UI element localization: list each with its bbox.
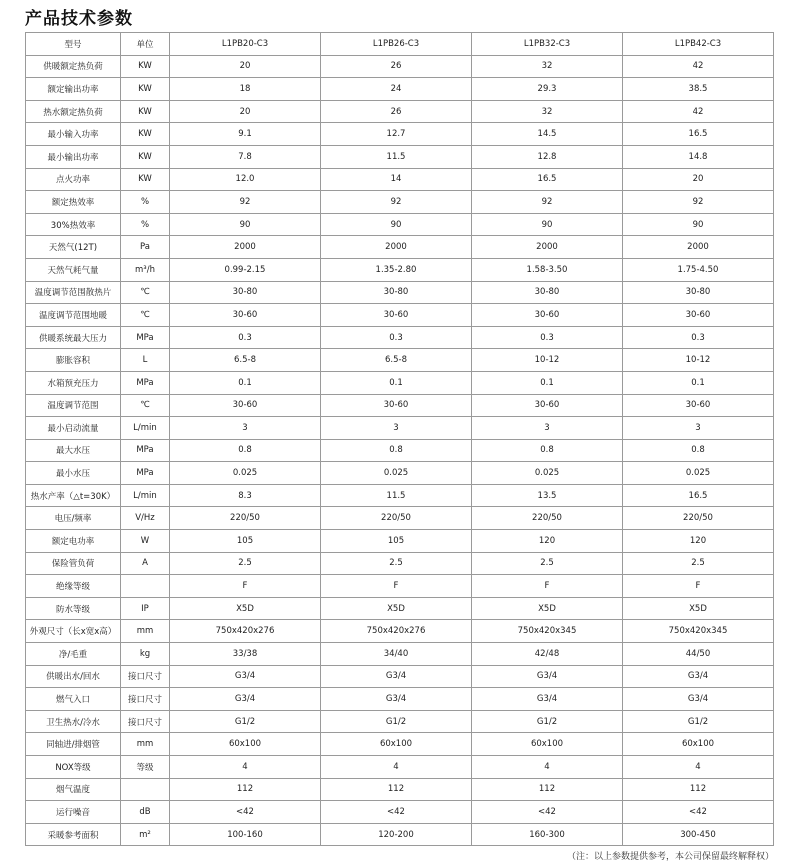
model-3-cell: X5D [472, 597, 623, 620]
model-2-cell: 2000 [321, 236, 472, 259]
table-row [26, 665, 774, 688]
table-row [26, 281, 774, 304]
model-3-cell: 16.5 [472, 168, 623, 191]
model-1-cell: 6.5-8 [170, 349, 321, 372]
model-3-cell: 90 [472, 213, 623, 236]
model-1-cell: 0.8 [170, 439, 321, 462]
param-name-cell: 天然气(12T) [26, 236, 121, 259]
table-row [26, 168, 774, 191]
table-row [26, 100, 774, 123]
unit-cell: L/min [121, 484, 170, 507]
spec-table [25, 32, 774, 846]
model-2-cell: 2.5 [321, 552, 472, 575]
model-1-cell: G3/4 [170, 665, 321, 688]
unit-cell: 接口尺寸 [121, 710, 170, 733]
model-1-cell: 30-80 [170, 281, 321, 304]
model-3-cell: 12.8 [472, 145, 623, 168]
model-3-cell: 0.3 [472, 326, 623, 349]
unit-cell: A [121, 552, 170, 575]
model-2-cell: 11.5 [321, 145, 472, 168]
model-4-cell: 2.5 [623, 552, 774, 575]
table-row [26, 145, 774, 168]
param-name-cell: 额定输出功率 [26, 78, 121, 101]
model-4-cell: 2000 [623, 236, 774, 259]
unit-cell: MPa [121, 439, 170, 462]
model-1-cell: 220/50 [170, 507, 321, 530]
unit-cell: KW [121, 55, 170, 78]
model-2-cell: 30-80 [321, 281, 472, 304]
unit-cell: mm [121, 620, 170, 643]
model-2-cell: 750x420x276 [321, 620, 472, 643]
model-1-cell: 18 [170, 78, 321, 101]
unit-cell: dB [121, 801, 170, 824]
model-4-cell: <42 [623, 801, 774, 824]
footnote: （注：以上参数提供参考，本公司保留最终解释权） [566, 852, 774, 862]
model-4-cell: 14.8 [623, 145, 774, 168]
model-1-cell: 100-160 [170, 823, 321, 846]
table-row [26, 688, 774, 711]
table-row [26, 597, 774, 620]
param-name-cell: 净/毛重 [26, 643, 121, 666]
table-row [26, 417, 774, 440]
unit-cell: MPa [121, 462, 170, 485]
model-3-cell: 29.3 [472, 78, 623, 101]
model-3-cell: G3/4 [472, 688, 623, 711]
unit-cell: L [121, 349, 170, 372]
unit-cell: m³/h [121, 258, 170, 281]
model-4-cell: 0.8 [623, 439, 774, 462]
model-1-cell: G3/4 [170, 688, 321, 711]
model-1-cell: 750x420x276 [170, 620, 321, 643]
param-name-cell: 水箱预充压力 [26, 371, 121, 394]
model-4-cell: 44/50 [623, 643, 774, 666]
model-2-cell: 6.5-8 [321, 349, 472, 372]
model-1-cell: 12.0 [170, 168, 321, 191]
table-row [26, 552, 774, 575]
unit-cell: 接口尺寸 [121, 665, 170, 688]
table-row [26, 236, 774, 259]
model-4-cell: 1.75-4.50 [623, 258, 774, 281]
param-name-cell: 天然气耗气量 [26, 258, 121, 281]
param-name-cell: 燃气入口 [26, 688, 121, 711]
table-row [26, 484, 774, 507]
model-4-cell: F [623, 575, 774, 598]
unit-cell: Pa [121, 236, 170, 259]
table-row [26, 756, 774, 779]
unit-cell: KW [121, 145, 170, 168]
model-2-cell: 26 [321, 55, 472, 78]
model-4-cell: 60x100 [623, 733, 774, 756]
unit-cell: mm [121, 733, 170, 756]
model-4-cell: 112 [623, 778, 774, 801]
model-3-cell: 1.58-3.50 [472, 258, 623, 281]
param-name-cell: 防水等级 [26, 597, 121, 620]
table-row [26, 213, 774, 236]
table-row [26, 394, 774, 417]
model-1-cell: <42 [170, 801, 321, 824]
param-name-cell: 点火功率 [26, 168, 121, 191]
model-2-cell: 90 [321, 213, 472, 236]
model-1-cell: 92 [170, 191, 321, 214]
model-1-cell: 8.3 [170, 484, 321, 507]
model-1-cell: 33/38 [170, 643, 321, 666]
param-name-cell: 外观尺寸（长x宽x高） [26, 620, 121, 643]
model-2-cell: 11.5 [321, 484, 472, 507]
model-2-cell: 12.7 [321, 123, 472, 146]
header-model-3-cell: L1PB32-C3 [472, 33, 623, 56]
table-row [26, 733, 774, 756]
model-1-cell: X5D [170, 597, 321, 620]
model-3-cell: 120 [472, 530, 623, 553]
model-1-cell: 0.3 [170, 326, 321, 349]
table-row [26, 507, 774, 530]
model-3-cell: 160-300 [472, 823, 623, 846]
model-4-cell: 0.1 [623, 371, 774, 394]
model-1-cell: 3 [170, 417, 321, 440]
model-3-cell: 42/48 [472, 643, 623, 666]
unit-cell: L/min [121, 417, 170, 440]
param-name-cell: 烟气温度 [26, 778, 121, 801]
model-3-cell: 30-80 [472, 281, 623, 304]
model-1-cell: 105 [170, 530, 321, 553]
model-1-cell: 30-60 [170, 394, 321, 417]
param-name-cell: 同轴进/排烟管 [26, 733, 121, 756]
model-1-cell: 60x100 [170, 733, 321, 756]
param-name-cell: 温度调节范围 [26, 394, 121, 417]
model-3-cell: F [472, 575, 623, 598]
model-3-cell: 30-60 [472, 304, 623, 327]
param-name-cell: 额定热效率 [26, 191, 121, 214]
unit-cell: kg [121, 643, 170, 666]
model-3-cell: 32 [472, 55, 623, 78]
table-row [26, 304, 774, 327]
model-1-cell: G1/2 [170, 710, 321, 733]
table-row [26, 620, 774, 643]
model-3-cell: 3 [472, 417, 623, 440]
model-1-cell: 2000 [170, 236, 321, 259]
model-4-cell: 300-450 [623, 823, 774, 846]
model-2-cell: 60x100 [321, 733, 472, 756]
param-name-cell: 电压/频率 [26, 507, 121, 530]
unit-cell: 等级 [121, 756, 170, 779]
table-row [26, 530, 774, 553]
model-3-cell: 750x420x345 [472, 620, 623, 643]
param-name-cell: 温度调节范围散热片 [26, 281, 121, 304]
param-name-cell: 最小输出功率 [26, 145, 121, 168]
model-3-cell: 2.5 [472, 552, 623, 575]
model-1-cell: 90 [170, 213, 321, 236]
model-2-cell: G1/2 [321, 710, 472, 733]
model-2-cell: 0.1 [321, 371, 472, 394]
unit-cell [121, 778, 170, 801]
model-3-cell: 32 [472, 100, 623, 123]
model-1-cell: 112 [170, 778, 321, 801]
param-name-cell: 绝缘等级 [26, 575, 121, 598]
model-2-cell: 4 [321, 756, 472, 779]
table-row [26, 191, 774, 214]
unit-cell: % [121, 213, 170, 236]
model-2-cell: 0.8 [321, 439, 472, 462]
model-2-cell: 24 [321, 78, 472, 101]
param-name-cell: 热水额定热负荷 [26, 100, 121, 123]
param-name-cell: 膨胀容积 [26, 349, 121, 372]
model-1-cell: 20 [170, 100, 321, 123]
param-name-cell: 30%热效率 [26, 213, 121, 236]
model-3-cell: 4 [472, 756, 623, 779]
model-3-cell: <42 [472, 801, 623, 824]
model-4-cell: 0.3 [623, 326, 774, 349]
model-3-cell: 0.1 [472, 371, 623, 394]
header-unit-cell: 单位 [121, 33, 170, 56]
model-2-cell: 30-60 [321, 304, 472, 327]
param-name-cell: 最小输入功率 [26, 123, 121, 146]
model-2-cell: 30-60 [321, 394, 472, 417]
header-model-2-cell: L1PB26-C3 [321, 33, 472, 56]
model-2-cell: <42 [321, 801, 472, 824]
model-4-cell: 90 [623, 213, 774, 236]
table-row [26, 123, 774, 146]
param-name-cell: 最小启动流量 [26, 417, 121, 440]
model-3-cell: 60x100 [472, 733, 623, 756]
model-3-cell: 112 [472, 778, 623, 801]
unit-cell: 接口尺寸 [121, 688, 170, 711]
model-4-cell: 16.5 [623, 123, 774, 146]
unit-cell: V/Hz [121, 507, 170, 530]
model-4-cell: 4 [623, 756, 774, 779]
model-1-cell: 30-60 [170, 304, 321, 327]
model-1-cell: 4 [170, 756, 321, 779]
param-name-cell: 温度调节范围地暖 [26, 304, 121, 327]
model-4-cell: 220/50 [623, 507, 774, 530]
table-row [26, 55, 774, 78]
table-row [26, 258, 774, 281]
table-row [26, 823, 774, 846]
model-1-cell: F [170, 575, 321, 598]
unit-cell: ℃ [121, 304, 170, 327]
table-row [26, 643, 774, 666]
table-row [26, 371, 774, 394]
param-name-cell: NOX等级 [26, 756, 121, 779]
model-1-cell: 0.1 [170, 371, 321, 394]
param-name-cell: 卫生热水/冷水 [26, 710, 121, 733]
unit-cell: m² [121, 823, 170, 846]
model-2-cell: X5D [321, 597, 472, 620]
header-param-name-cell: 型号 [26, 33, 121, 56]
unit-cell: W [121, 530, 170, 553]
unit-cell: KW [121, 123, 170, 146]
model-3-cell: 0.025 [472, 462, 623, 485]
model-2-cell: 0.025 [321, 462, 472, 485]
model-3-cell: 2000 [472, 236, 623, 259]
model-1-cell: 9.1 [170, 123, 321, 146]
param-name-cell: 保险管负荷 [26, 552, 121, 575]
model-4-cell: 30-80 [623, 281, 774, 304]
model-3-cell: 220/50 [472, 507, 623, 530]
unit-cell: % [121, 191, 170, 214]
table-row [26, 801, 774, 824]
model-2-cell: 220/50 [321, 507, 472, 530]
model-2-cell: 3 [321, 417, 472, 440]
model-1-cell: 0.99-2.15 [170, 258, 321, 281]
model-4-cell: 20 [623, 168, 774, 191]
model-4-cell: 750x420x345 [623, 620, 774, 643]
model-4-cell: 42 [623, 55, 774, 78]
model-4-cell: 30-60 [623, 304, 774, 327]
table-row [26, 439, 774, 462]
param-name-cell: 采暖参考面积 [26, 823, 121, 846]
model-2-cell: 14 [321, 168, 472, 191]
unit-cell [121, 575, 170, 598]
table-row [26, 778, 774, 801]
model-1-cell: 7.8 [170, 145, 321, 168]
page-title: 产品技术参数 [25, 9, 133, 29]
model-4-cell: X5D [623, 597, 774, 620]
model-2-cell: G3/4 [321, 688, 472, 711]
model-4-cell: 120 [623, 530, 774, 553]
param-name-cell: 供暖出水/回水 [26, 665, 121, 688]
unit-cell: IP [121, 597, 170, 620]
model-1-cell: 20 [170, 55, 321, 78]
model-1-cell: 0.025 [170, 462, 321, 485]
model-3-cell: 13.5 [472, 484, 623, 507]
model-4-cell: 16.5 [623, 484, 774, 507]
header-row [26, 33, 774, 56]
model-2-cell: 1.35-2.80 [321, 258, 472, 281]
model-4-cell: 42 [623, 100, 774, 123]
table-row [26, 78, 774, 101]
param-name-cell: 最小水压 [26, 462, 121, 485]
model-4-cell: 0.025 [623, 462, 774, 485]
model-2-cell: 92 [321, 191, 472, 214]
model-2-cell: 0.3 [321, 326, 472, 349]
param-name-cell: 供暖额定热负荷 [26, 55, 121, 78]
model-4-cell: 3 [623, 417, 774, 440]
model-2-cell: F [321, 575, 472, 598]
model-3-cell: G1/2 [472, 710, 623, 733]
model-2-cell: 34/40 [321, 643, 472, 666]
table-row [26, 326, 774, 349]
model-4-cell: 38.5 [623, 78, 774, 101]
model-2-cell: 105 [321, 530, 472, 553]
model-2-cell: G3/4 [321, 665, 472, 688]
param-name-cell: 最大水压 [26, 439, 121, 462]
header-model-4-cell: L1PB42-C3 [623, 33, 774, 56]
unit-cell: ℃ [121, 281, 170, 304]
table-row [26, 710, 774, 733]
model-3-cell: 10-12 [472, 349, 623, 372]
param-name-cell: 热水产率（△t=30K） [26, 484, 121, 507]
model-3-cell: 92 [472, 191, 623, 214]
unit-cell: KW [121, 100, 170, 123]
model-4-cell: G3/4 [623, 688, 774, 711]
model-2-cell: 120-200 [321, 823, 472, 846]
header-model-1-cell: L1PB20-C3 [170, 33, 321, 56]
table-row [26, 575, 774, 598]
param-name-cell: 运行噪音 [26, 801, 121, 824]
param-name-cell: 供暖系统最大压力 [26, 326, 121, 349]
model-3-cell: 14.5 [472, 123, 623, 146]
model-1-cell: 2.5 [170, 552, 321, 575]
model-4-cell: 10-12 [623, 349, 774, 372]
unit-cell: MPa [121, 326, 170, 349]
model-2-cell: 26 [321, 100, 472, 123]
table-row [26, 462, 774, 485]
table-row [26, 349, 774, 372]
model-2-cell: 112 [321, 778, 472, 801]
unit-cell: ℃ [121, 394, 170, 417]
model-3-cell: G3/4 [472, 665, 623, 688]
unit-cell: KW [121, 168, 170, 191]
param-name-cell: 额定电功率 [26, 530, 121, 553]
model-3-cell: 30-60 [472, 394, 623, 417]
model-4-cell: 92 [623, 191, 774, 214]
unit-cell: MPa [121, 371, 170, 394]
unit-cell: KW [121, 78, 170, 101]
model-4-cell: G1/2 [623, 710, 774, 733]
model-4-cell: 30-60 [623, 394, 774, 417]
model-4-cell: G3/4 [623, 665, 774, 688]
model-3-cell: 0.8 [472, 439, 623, 462]
